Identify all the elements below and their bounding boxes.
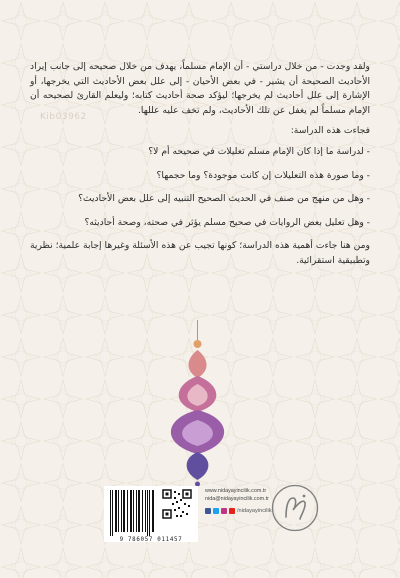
twitter-icon[interactable]: [213, 508, 219, 514]
social-row: [205, 508, 272, 514]
publisher-logo: [271, 484, 319, 532]
instagram-icon[interactable]: [221, 508, 227, 514]
questions-intro: فجاءت هذه الدراسة:: [290, 125, 370, 137]
intro-paragraph: ولقد وجدت - من خلال دراستي - أن الإمام مسلماً، يهدف من خلال صحيحه إلى جانب إيراد الأحاديث الصحيحة أن يشير - في بعض الأحيان - إلى علل بعض الأحاديث التي يخرجها، أو الإشارة إلى علل أحاديث لم يخرجها؛ ليؤكد صحة أحاديث كتابه؛ وليعلم القارئ لصحيحه أن الإمام مسلماً لم يغفل عن تلك الأحاديث، ولم تخف عليه عللها.: [30, 61, 370, 116]
isbn-digits: 9 786057 011457: [119, 537, 183, 543]
watermark: Kib03962: [40, 112, 87, 122]
social-handle: /nidayayincilik: [237, 508, 272, 514]
qr-code: [162, 489, 192, 519]
question-2: - وما صورة هذه التعليلات إن كانت موجودة؟ وما حجمها؟: [156, 169, 370, 181]
youtube-icon[interactable]: [229, 508, 235, 514]
footer: [0, 482, 400, 578]
question-4: - وهل تعليل بعض الروايات في صحيح مسلم يؤثر في صحته، وصحة أحاديثه؟: [84, 216, 370, 228]
conclusion-paragraph: ومن هنا جاءت أهمية هذه الدراسة؛ كونها تجيب عن هذه الأسئلة وغيرها إجابة علمية؛ نظرية وتطبيقية استقرائية.: [30, 240, 370, 266]
facebook-icon[interactable]: [205, 508, 211, 514]
email-link[interactable]: nida@nidayayincilik.com.tr: [205, 495, 269, 502]
question-1: - لدراسة ما إذا كان الإمام مسلم تعليلات في صحيحه أم لا؟: [148, 145, 370, 157]
question-3: - وهل من منهج من صنف في الحديث الصحيح التنبيه إلى علل بعض الأحاديث؟: [78, 193, 370, 205]
website-link[interactable]: www.nidayayincilik.com.tr: [205, 488, 267, 494]
contact-block: [205, 488, 269, 503]
cover-text: [30, 60, 370, 275]
arabesque-ornament: [150, 318, 245, 488]
